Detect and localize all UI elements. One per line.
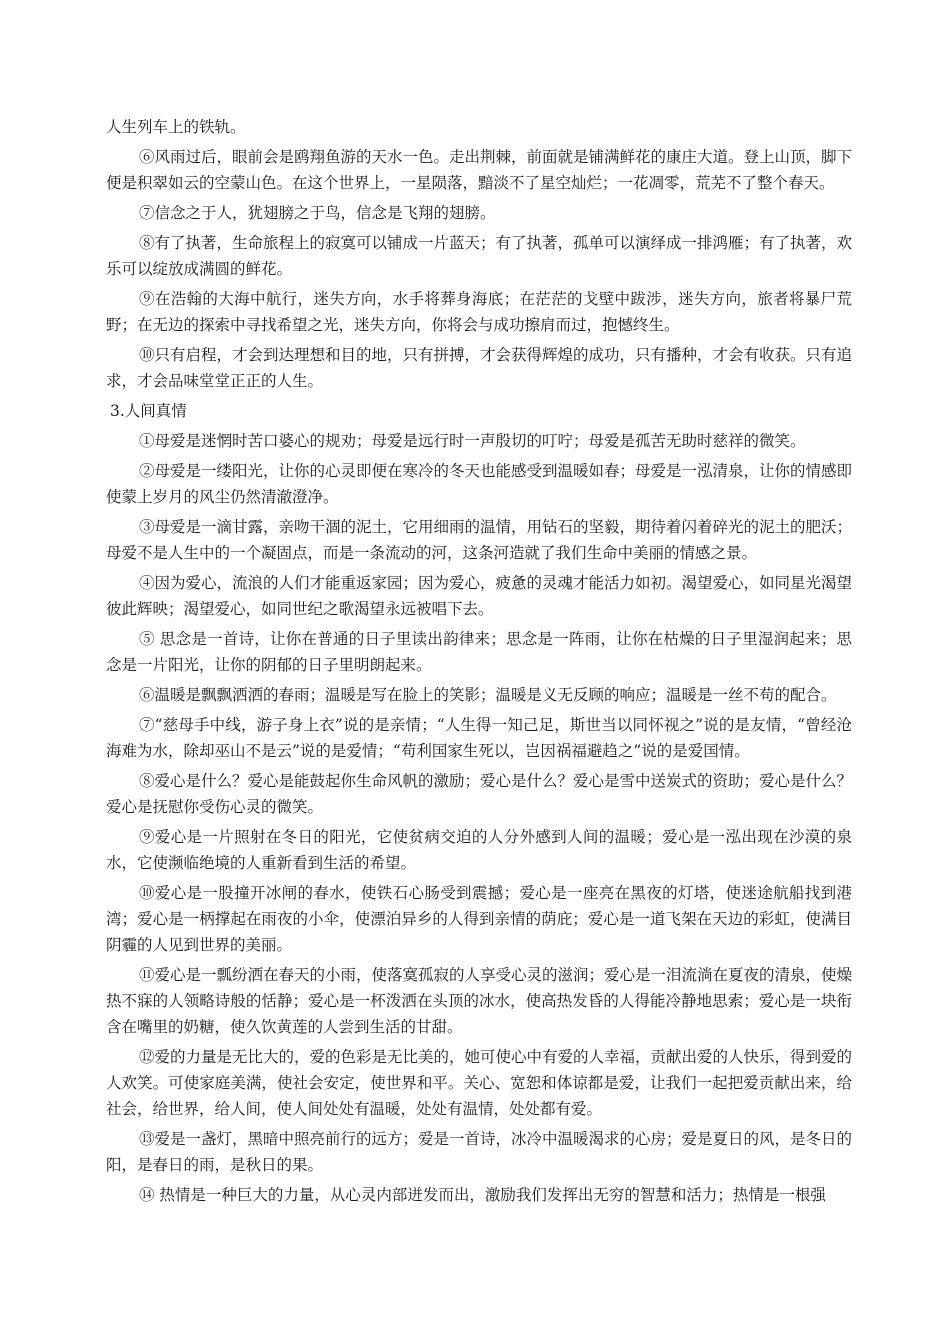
section2-paragraph-8: ⑧爱心是什么？爱心是能鼓起你生命风帆的激励；爱心是什么？爱心是雪中送炭式的资助；爱心是什么？爱心是抚慰你受伤心灵的微笑。 bbox=[106, 772, 853, 816]
section2-paragraph-4: ④因为爱心，流浪的人们才能重返家园；因为爱心，疲惫的灵魂才能活力如初。渴望爱心，如同星光渴望彼此辉映；渴望爱心，如同世纪之歌渴望永远被唱下去。 bbox=[106, 574, 853, 618]
section2-paragraph-13: ⑬爱是一盏灯，黑暗中照亮前行的远方；爱是一首诗，冰冷中温暖渴求的心房；爱是夏日的风，是冬日的阳，是春日的雨，是秋日的果。 bbox=[106, 1130, 853, 1174]
paragraph-10: ⑩只有启程，才会到达理想和目的地，只有拼搏，才会获得辉煌的成功，只有播种，才会有收获。只有追求，才会品味堂堂正正的人生。 bbox=[106, 346, 853, 390]
paragraph-6: ⑥风雨过后，眼前会是鸥翔鱼游的天水一色。走出荆棘，前面就是铺满鲜花的康庄大道。登上山顶，脚下便是积翠如云的空蒙山色。在这个世界上，一星陨落，黯淡不了星空灿烂；一花凋零，荒芜不了整个春天。 bbox=[106, 148, 853, 192]
section2-paragraph-7: ⑦“慈母手中线，游子身上衣”说的是亲情；“人生得一知己足，斯世当以同怀视之”说的是友情，“曾经沧海难为水，除却巫山不是云”说的是爱情；“苟利国家生死以，岂因祸福避趋之”说的是爱国情。 bbox=[106, 716, 852, 760]
section2-paragraph-3: ③母爱是一滴甘露，亲吻干涸的泥土，它用细雨的温情，用钻石的坚毅，期待着闪着碎光的泥土的肥沃；母爱不是人生中的一个凝固点，而是一条流动的河，这条河造就了我们生命中美丽的情感之景。 bbox=[106, 518, 853, 562]
section2-paragraph-11: ⑪爱心是一瓢纷洒在春天的小雨，使落寞孤寂的人享受心灵的滋润；爱心是一泪流淌在夏夜的清泉，使燥热不寐的人领略诗般的恬静；爱心是一杯泼洒在头顶的冰水，使高热发昏的人得能冷静地思索；爱心是一块衔含在嘴里的奶糖，使久饮黄莲的人尝到生活的甘甜。 bbox=[106, 966, 853, 1036]
section2-paragraph-2: ②母爱是一缕阳光，让你的心灵即便在寒冷的冬天也能感受到温暖如春；母爱是一泓清泉，让你的情感即使蒙上岁月的风尘仍然清澈澄净。 bbox=[106, 462, 853, 506]
paragraph-8: ⑧有了执著，生命旅程上的寂寞可以铺成一片蓝天；有了执著，孤单可以演绎成一排鸿雁；有了执著，欢乐可以绽放成满圆的鲜花。 bbox=[106, 234, 853, 278]
section2-paragraph-12: ⑫爱的力量是无比大的，爱的色彩是无比美的，她可使心中有爱的人幸福，贡献出爱的人快乐，得到爱的人欢笑。可使家庭美满，使社会安定，使世界和平。关心、宽恕和体谅都是爱，让我们一起把爱贡献出来，给社会，给世界，给人间，使人间处处有温暖，处处有温情，处处都有爱。 bbox=[106, 1048, 853, 1118]
lead-line: 人生列车上的铁轨。 bbox=[106, 118, 246, 136]
paragraph-9: ⑨在浩翰的大海中航行，迷失方向，水手将葬身海底；在茫茫的戈壁中跋涉，迷失方向，旅者将暴尸荒野；在无边的探索中寻找希望之光，迷失方向，你将会与成功擦肩而过，抱憾终生。 bbox=[106, 290, 852, 334]
section2-paragraph-5: ⑤ 思念是一首诗，让你在普通的日子里读出韵律来；思念是一阵雨，让你在枯燥的日子里湿润起来；思念是一片阳光，让你的阴郁的日子里明朗起来。 bbox=[106, 630, 852, 674]
section2-paragraph-9: ⑨爱心是一片照射在冬日的阳光，它使贫病交迫的人分外感到人间的温暖；爱心是一泓出现在沙漠的泉水，它使濒临绝境的人重新看到生活的希望。 bbox=[106, 828, 852, 872]
section2-paragraph-14: ⑭ 热情是一种巨大的力量，从心灵内部迸发而出，激励我们发挥出无穷的智慧和活力；热情是一根强 bbox=[139, 1186, 826, 1204]
section2-paragraph-10: ⑩爱心是一股撞开冰闸的春水，使铁石心肠受到震撼；爱心是一座亮在黑夜的灯塔，使迷途航船找到港湾；爱心是一柄撑起在雨夜的小伞，使漂泊异乡的人得到亲情的荫庇；爱心是一道飞架在天边的彩虹，使满目阴霾的人见到世界的美丽。 bbox=[106, 884, 852, 954]
paragraph-7: ⑦信念之于人，犹翅膀之于鸟，信念是飞翔的翅膀。 bbox=[139, 204, 496, 222]
section2-paragraph-1: ①母爱是迷惘时苦口婆心的规劝；母爱是远行时一声殷切的叮咛；母爱是孤苦无助时慈祥的微笑。 bbox=[139, 432, 806, 450]
section2-paragraph-6: ⑥温暖是飘飘洒洒的春雨；温暖是写在脸上的笑影；温暖是义无反顾的响应；温暖是一丝不苟的配合。 bbox=[139, 686, 837, 704]
section-heading: 3.人间真情 bbox=[110, 402, 187, 420]
